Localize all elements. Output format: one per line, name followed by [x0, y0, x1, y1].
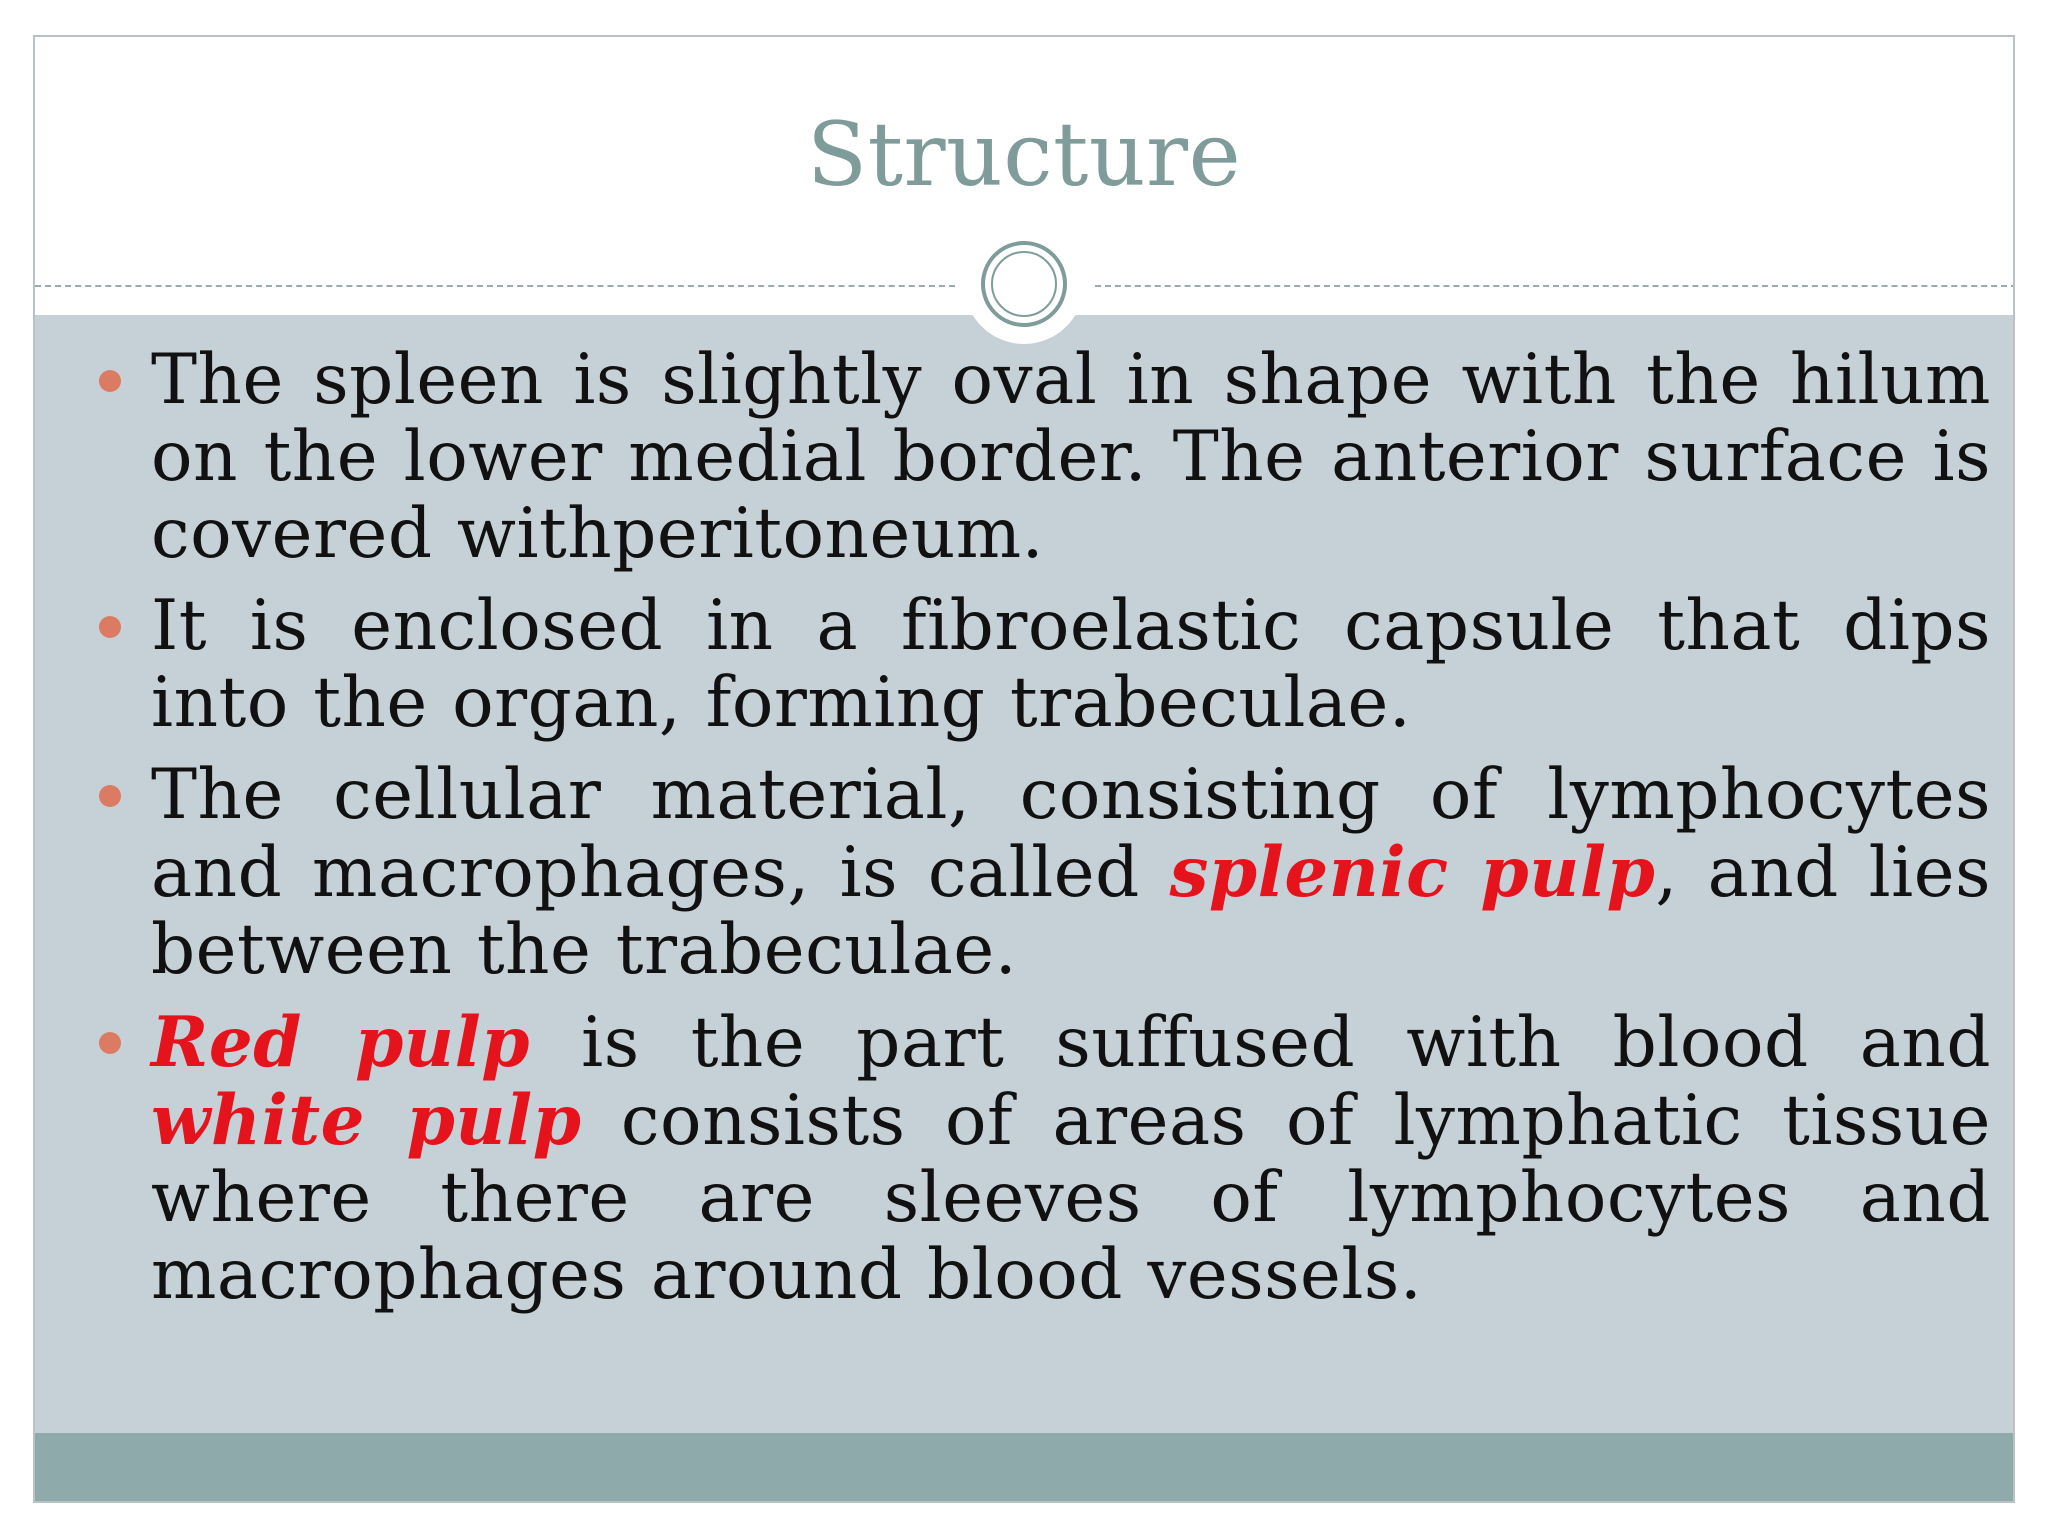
- bullet-text: The cellular material, consisting of lymphocytes and macrophages, is called: [151, 755, 1991, 913]
- bullet-dot-icon: [99, 370, 121, 392]
- bullet-text: consists of areas of lymphatic tissue where there are sleeves of lymphocytes and macrophages around blood vessels.: [151, 1081, 1991, 1315]
- highlight-splenic-pulp: splenic pulp: [1169, 832, 1656, 913]
- bullet-item-3: [151, 757, 1991, 989]
- bullet-text: The spleen is slightly oval in shape with the hilum on the lower medial border. The anterior surface is covered withperitoneum.: [151, 340, 1991, 574]
- bullet-text: It is enclosed in a fibroelastic capsule that dips into the organ, forming trabeculae.: [151, 586, 1991, 743]
- slide-title: Structure: [806, 103, 1242, 206]
- bullet-dot-icon: [99, 1032, 121, 1054]
- divider-circle-ornament: [964, 224, 1084, 344]
- slide: [33, 35, 2015, 1503]
- bullet-item-2: [151, 588, 1991, 742]
- bullet-item-4: [151, 1004, 1991, 1314]
- highlight-red-pulp: Red pulp: [151, 1002, 531, 1083]
- circle-ring-icon: [981, 241, 1067, 327]
- bullet-item-1: [151, 342, 1991, 573]
- circle-inner-ring: [991, 251, 1057, 317]
- header-divider-left: [35, 285, 955, 287]
- bullet-dot-icon: [99, 785, 121, 807]
- bullet-text: is the part suffused with blood and: [530, 1003, 1991, 1083]
- bullet-text: , and lies between the trabeculae.: [151, 833, 1991, 990]
- bullet-dot-icon: [99, 616, 121, 638]
- footer-band: [35, 1433, 2013, 1503]
- highlight-white-pulp: white pulp: [151, 1080, 582, 1161]
- bullet-list: [151, 342, 1991, 1329]
- header-divider-right: [1095, 285, 2015, 287]
